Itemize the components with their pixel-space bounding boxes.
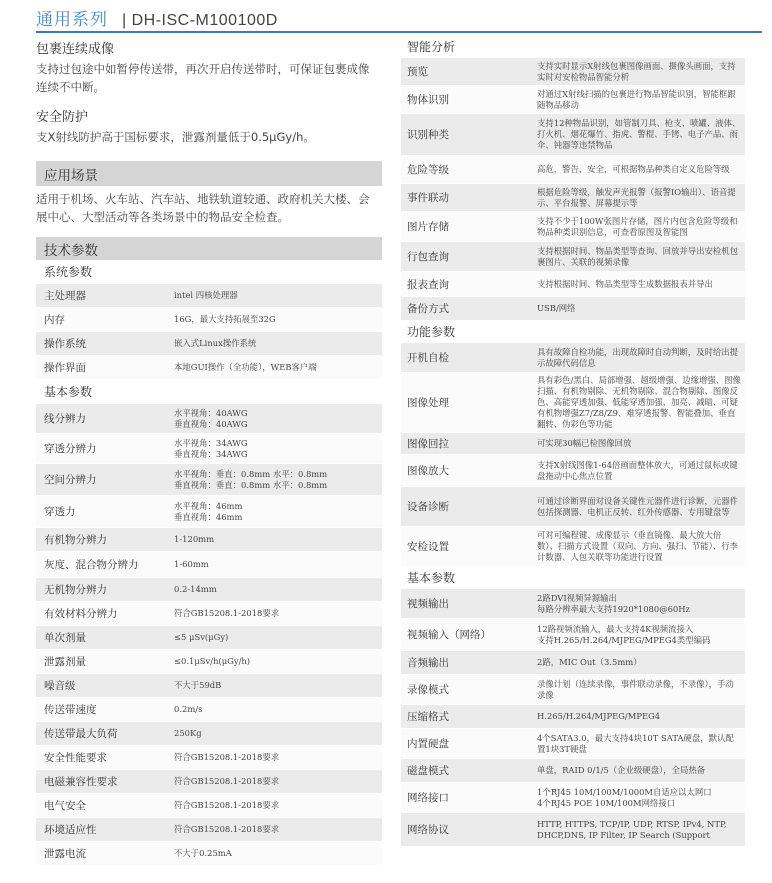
param-name: 传送带最大负荷 <box>44 728 118 740</box>
param-name: 环境适应性 <box>44 824 97 836</box>
param-value: 嵌入式Linux操作系统 <box>174 338 257 349</box>
param-value: 录像计划（连续录像，事件联动录像，不录像），手动录像 <box>537 678 734 700</box>
table-row <box>401 114 745 156</box>
param-value: 250Kg <box>174 728 202 739</box>
param-value: 可对可编程键、成像显示（垂直镜像、最大放大倍数）、扫描方式设置（双向、方向、强扫、节能）、行李计数器、人包关联等功能进行设置 <box>537 530 738 562</box>
param-value: 支持12种物品识别，如管制刀具、枪支、喷罐、液体、打火机、烟花爆竹、指虎、警棍、手铐、电子产品、雨伞、钝器等违禁物品 <box>537 118 741 150</box>
series-title: 通用系列 <box>36 10 108 30</box>
page-header <box>36 5 278 31</box>
table-row <box>401 343 745 373</box>
table-row <box>401 729 745 759</box>
table-row <box>36 698 382 722</box>
param-name: 有机物分辨力 <box>44 534 107 546</box>
param-value: 符合GB15208.1-2018要求 <box>174 608 280 619</box>
table-row <box>36 308 382 332</box>
table-row <box>36 794 382 818</box>
param-value: 2路DVI视频异源输出 每路分辨率最大支持1920*1080@60Hz <box>537 592 690 614</box>
param-name: 压缩格式 <box>407 711 449 723</box>
param-value: 2路，MIC Out（3.5mm） <box>537 657 642 667</box>
param-name: 识别种类 <box>407 129 449 141</box>
param-name: 事件联动 <box>407 192 449 204</box>
param-name: 空间分辨力 <box>44 474 97 486</box>
table-row <box>401 759 745 783</box>
table-row <box>36 842 382 866</box>
param-name: 行包查询 <box>407 251 449 263</box>
table-row <box>36 818 382 842</box>
param-name: 内置硬盘 <box>407 738 449 750</box>
param-name: 图片存储 <box>407 221 449 233</box>
param-value: 根据危险等级，触发声光报警（报警IO输出）、语音提示、平台报警、屏幕提示等 <box>537 186 736 208</box>
table-row <box>36 496 382 528</box>
param-value: 支持不少于100W张图片存储，图片内包含危险等级和物品种类识别信息，可查看原图及智能图 <box>537 215 738 237</box>
param-name: 穿透力 <box>44 506 76 518</box>
param-name: 音频输出 <box>407 657 449 669</box>
param-name: 录像模式 <box>407 684 449 696</box>
param-name: 泄露剂量 <box>44 656 86 668</box>
param-value: 单盘，RAID 0/1/5（企业级硬盘），全局热备 <box>537 765 706 775</box>
param-value: 1个RJ45 10M/100M/1000M自适应以太网口 4个RJ45 POE 10M/100M网络接口 <box>537 786 712 808</box>
table-row <box>36 602 382 626</box>
param-value: 可通过诊断界面对设备关键性元器件进行诊断，元器件包括探测器、电机正反转、红外传感器、专用键盘等 <box>537 495 738 517</box>
param-name: 泄露电流 <box>44 848 86 860</box>
table-row <box>401 86 745 114</box>
table-row <box>401 433 745 455</box>
param-name: 开机自检 <box>407 352 449 364</box>
function-params-table <box>401 343 745 567</box>
param-value: ≤5 μSv(μGy) <box>174 632 229 643</box>
param-value: 0.2-14mm <box>174 584 217 595</box>
param-name: 安全性能要求 <box>44 752 107 764</box>
param-value: 不大于0.25mA <box>174 848 232 859</box>
param-value: 本地GUI操作（全功能），WEB客户端 <box>174 362 317 373</box>
param-name: 操作系统 <box>44 338 86 350</box>
param-name: 安检设置 <box>407 541 449 553</box>
table-row <box>36 464 382 496</box>
table-row <box>36 356 382 380</box>
param-value: 符合GB15208.1-2018要求 <box>174 776 280 787</box>
param-name: 噪音级 <box>44 680 76 692</box>
param-value: USB/网络 <box>537 303 576 313</box>
basic-params-title: 基本参数 <box>44 385 93 399</box>
table-row <box>401 487 745 527</box>
param-value: 1-120mm <box>174 534 215 545</box>
application-text: 适用于机场、火车站、汽车站、地铁轨道较通、政府机关大楼、会展中心、大型活动等各类场景中的物品安全检查。 <box>36 192 370 224</box>
package-imaging-text: 支持过包途中如暂停传送带，再次开启传送带时，可保证包裹成像连续不中断。 <box>36 62 370 94</box>
table-row <box>36 404 382 434</box>
table-row <box>401 813 745 847</box>
param-value: 具有故障自检功能，出现故障时自动判断，及时给出提示故障代码信息 <box>537 346 738 368</box>
table-row <box>401 297 745 321</box>
param-value: H.265/H.264/MJPEG/MPEG4 <box>537 711 661 721</box>
param-name: 主处理器 <box>44 290 86 302</box>
table-row <box>36 722 382 746</box>
param-value: ≤0.1μSv/h(μGy/h) <box>174 656 251 667</box>
table-row <box>401 675 745 705</box>
table-row <box>401 527 745 567</box>
table-row <box>401 272 745 297</box>
param-name: 无机物分辨力 <box>44 584 107 596</box>
param-name: 图像放大 <box>407 465 449 477</box>
package-imaging-title: 包裹连续成像 <box>36 42 115 57</box>
param-name: 备份方式 <box>407 303 449 315</box>
table-row <box>401 156 745 184</box>
table-row <box>401 619 745 651</box>
right-column <box>401 36 745 847</box>
base-params-table <box>401 589 745 847</box>
table-row <box>401 184 745 212</box>
table-row <box>36 770 382 794</box>
table-row <box>36 674 382 698</box>
param-name: 网络接口 <box>407 792 449 804</box>
table-row <box>36 528 382 552</box>
smart-analysis-title: 智能分析 <box>407 40 456 54</box>
param-value: 符合GB15208.1-2018要求 <box>174 752 280 763</box>
param-name: 磁盘模式 <box>407 765 449 777</box>
param-name: 电磁兼容性要求 <box>44 776 118 788</box>
table-row <box>36 434 382 464</box>
param-value: 支持根据时间、物品类型等查询、回放并导出安检机包裹图片、关联的视频录像 <box>537 245 738 267</box>
table-row <box>401 705 745 729</box>
param-value: HTTP, HTTPS, TCP/IP, UDP, RTSP, IPv4, NTP, DHCP,DNS, IP Filter, IP Search (Support <box>537 818 727 840</box>
param-name: 内存 <box>44 314 65 326</box>
model-number: | DH-ISC-M100100D <box>122 12 278 29</box>
basic-params-table <box>36 404 382 866</box>
system-params-title: 系统参数 <box>44 265 93 279</box>
param-value: 支持根据时间、物品类型等生成数据报表并导出 <box>537 278 713 289</box>
param-name: 灰度、混合物分辨力 <box>44 559 139 571</box>
param-value: 0.2m/s <box>174 704 203 715</box>
function-params-title: 功能参数 <box>407 325 456 339</box>
table-row <box>36 746 382 770</box>
param-value: 1-60mm <box>174 559 209 570</box>
param-name: 设备诊断 <box>407 501 449 513</box>
param-value: 具有彩色/黑白、局部增强、超级增强、边缘增强、图像扫描、有机物剔除、无机物剔除、混合物剔除、图像反色、高能穿透加强、低能穿透加强、加亮、减暗、可疑有机物增强Z7/Z8/Z9、难穿透报警、智能叠加、垂直翻转、伪彩色等功能 <box>537 375 741 429</box>
param-value: 对通过X射线扫描的包裹进行物品智能识别，智能框跟随物品移动 <box>537 88 736 110</box>
safety-text: 支X射线防护高于国标要求，泄露剂量低于0.5μGy/h。 <box>36 130 315 144</box>
param-name: 图像回拉 <box>407 438 449 450</box>
param-value: 支持实时显示X射线包裹图像画面、摄像头画面，支持实时对安检物品智能分析 <box>537 60 736 82</box>
base-params-title: 基本参数 <box>407 571 456 585</box>
param-name: 图像处理 <box>407 397 449 409</box>
param-name: 线分辨力 <box>44 413 86 425</box>
param-value: 4个SATA3.0，最大支持4块10T SATA硬盘，默认配置1块3T硬盘 <box>537 732 734 754</box>
param-value: 支持X射线图像1-64倍画面整体放大，可通过鼠标或键盘拖动中心焦点位置 <box>537 459 738 481</box>
param-name: 预览 <box>407 66 428 78</box>
table-row <box>401 455 745 487</box>
table-row <box>401 373 745 433</box>
param-name: 危险等级 <box>407 164 449 176</box>
header-divider <box>36 31 762 33</box>
param-value: 12路视频流输入，最大支持4K视频流接入 支持H.265/H.264/MJPEG/MPEG4类型编码 <box>537 623 711 645</box>
param-name: 网络协议 <box>407 824 449 836</box>
table-row <box>36 626 382 650</box>
param-value: 16G，最大支持拓展至32G <box>174 314 276 325</box>
param-name: 视频输出 <box>407 598 449 610</box>
table-row <box>401 783 745 813</box>
param-name: 穿透分辨力 <box>44 443 97 455</box>
table-row <box>401 212 745 242</box>
application-band: 应用场景 <box>36 161 382 186</box>
table-row <box>401 589 745 619</box>
table-row <box>401 58 745 86</box>
param-name: 视频输入（网络） <box>407 629 491 641</box>
param-name: 电气安全 <box>44 800 86 812</box>
param-name: 单次剂量 <box>44 632 86 644</box>
tech-params-band: 技术参数 <box>36 237 382 260</box>
param-value: 水平视角：46mm 垂直视角：46mm <box>174 501 243 522</box>
param-value: 水平视角：34AWG 垂直视角：34AWG <box>174 438 248 459</box>
table-row <box>401 242 745 272</box>
table-row <box>36 650 382 674</box>
smart-analysis-table <box>401 58 745 321</box>
param-value: 可实现30幅已检图像回放 <box>537 438 632 448</box>
param-name: 报表查询 <box>407 278 449 291</box>
param-value: 高危，警告，安全，可根据物品种类自定义危险等级 <box>537 164 730 174</box>
param-name: 操作界面 <box>44 362 86 374</box>
table-row <box>36 332 382 356</box>
param-name: 物体识别 <box>407 94 449 106</box>
param-value: 符合GB15208.1-2018要求 <box>174 824 280 835</box>
param-value: 不大于59dB <box>174 680 222 691</box>
param-name: 传送带速度 <box>44 704 97 716</box>
table-row <box>401 651 745 675</box>
param-value: 符合GB15208.1-2018要求 <box>174 800 280 811</box>
param-value: 水平视角：40AWG 垂直视角：40AWG <box>174 408 248 429</box>
left-column <box>36 40 382 866</box>
param-value: intel 四核处理器 <box>174 290 238 301</box>
system-params-table <box>36 284 382 380</box>
safety-title: 安全防护 <box>36 110 89 125</box>
table-row <box>36 578 382 602</box>
param-value: 水平视角：垂直：0.8mm 水平：0.8mm 垂直视角：垂直：0.8mm 水平：0.8mm <box>174 469 328 490</box>
table-row <box>36 284 382 308</box>
param-name: 有效材料分辨力 <box>44 608 118 620</box>
table-row <box>36 552 382 578</box>
